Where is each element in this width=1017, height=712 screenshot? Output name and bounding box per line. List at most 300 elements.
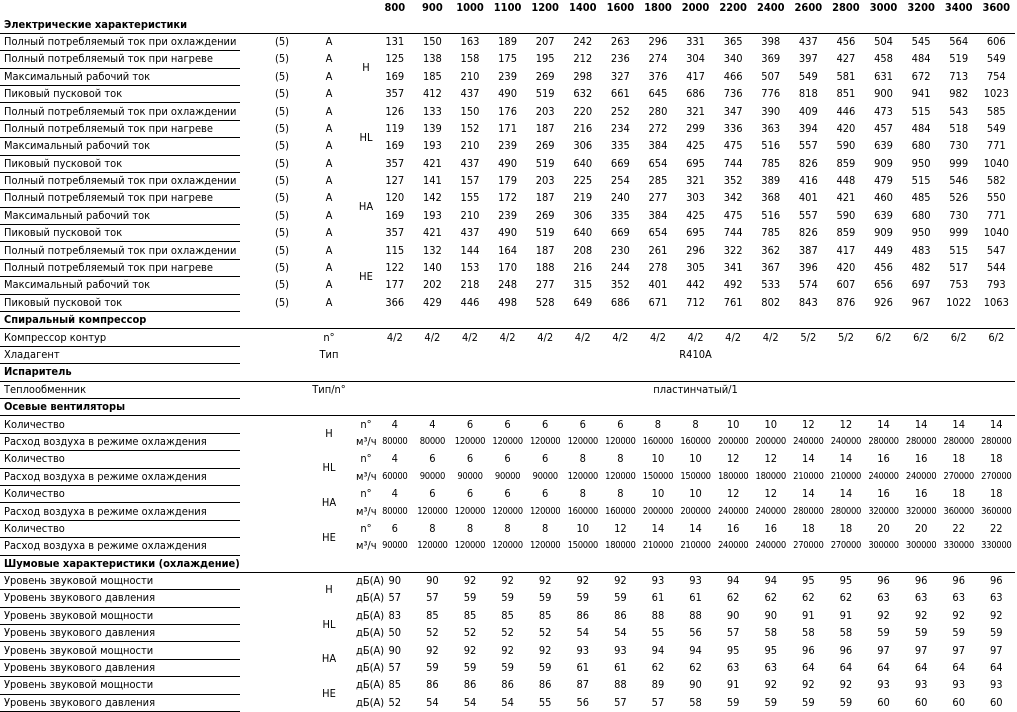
value-cell: 210000 bbox=[793, 470, 824, 482]
note-ref bbox=[262, 433, 302, 450]
value-cell: 785 bbox=[761, 156, 781, 170]
value-cell: 695 bbox=[686, 156, 705, 170]
value-cell: 1040 bbox=[983, 156, 1009, 170]
value-cell: 280 bbox=[648, 104, 668, 118]
value-cell: 236 bbox=[610, 52, 630, 66]
value-cell: 155 bbox=[460, 191, 480, 205]
value-cell: 909 bbox=[874, 226, 893, 240]
note-ref: (5) bbox=[274, 226, 290, 240]
value-cell: 347 bbox=[723, 104, 743, 118]
version-code: H bbox=[325, 426, 333, 440]
value-cell: 240000 bbox=[793, 435, 824, 447]
spacer-cell bbox=[240, 677, 262, 694]
value-cell: 437 bbox=[798, 35, 818, 49]
value-cell: 92 bbox=[952, 608, 965, 622]
value-cell: 93 bbox=[877, 678, 890, 692]
value-cell: 363 bbox=[761, 121, 781, 135]
value-cell: 230 bbox=[610, 243, 630, 257]
value-cell: 64 bbox=[877, 661, 890, 675]
unit-label: n° bbox=[360, 452, 372, 466]
value-cell: 557 bbox=[798, 139, 818, 153]
value-cell: 515 bbox=[911, 174, 931, 188]
value-cell: 581 bbox=[836, 69, 856, 83]
note-ref: (5) bbox=[274, 52, 290, 66]
value-cell: 125 bbox=[385, 52, 405, 66]
unit-label: дБ(А) bbox=[356, 678, 385, 692]
value-cell: 412 bbox=[422, 87, 442, 101]
value-cell: 160000 bbox=[567, 505, 598, 517]
value-cell: 88 bbox=[614, 678, 627, 692]
value-cell: 150000 bbox=[567, 540, 598, 552]
model-header: 2400 bbox=[756, 1, 785, 15]
value-cell: 59 bbox=[877, 626, 890, 640]
row-label: Расход воздуха в режиме охлаждения bbox=[0, 468, 240, 485]
value-cell: 999 bbox=[949, 156, 969, 170]
value-cell: 280000 bbox=[981, 435, 1012, 447]
value-cell: 4/2 bbox=[386, 330, 403, 344]
value-cell: 219 bbox=[573, 191, 593, 205]
value-cell: 188 bbox=[535, 261, 555, 275]
spacer-cell bbox=[240, 520, 262, 537]
value-cell: 516 bbox=[761, 208, 781, 222]
spacer-cell bbox=[240, 68, 262, 85]
value-cell: 92 bbox=[576, 574, 590, 588]
unit-label: дБ(А) bbox=[356, 626, 385, 640]
row-label: Уровень звуковой мощности bbox=[0, 642, 240, 659]
value-cell: 549 bbox=[986, 121, 1006, 135]
spacer-cell bbox=[240, 503, 262, 520]
value-cell: 58 bbox=[839, 626, 853, 640]
note-ref bbox=[262, 485, 302, 502]
value-cell: 269 bbox=[535, 139, 555, 153]
version-code: HE bbox=[359, 269, 373, 283]
value-cell: 456 bbox=[836, 35, 856, 49]
unit-label: дБ(А) bbox=[356, 643, 385, 657]
value-cell: 175 bbox=[498, 52, 518, 66]
value-cell: 200000 bbox=[717, 435, 749, 447]
spacer-cell bbox=[240, 120, 262, 137]
value-cell: 437 bbox=[460, 226, 480, 240]
value-cell: 8 bbox=[579, 452, 586, 466]
unit-label: м³/ч bbox=[356, 504, 377, 518]
value-cell: 306 bbox=[573, 208, 593, 222]
unit-label: n° bbox=[323, 330, 335, 344]
value-cell: 4/2 bbox=[424, 330, 441, 344]
value-cell: 92 bbox=[501, 574, 514, 588]
value-cell: 12 bbox=[802, 417, 815, 431]
table-row bbox=[0, 381, 1015, 398]
value-cell: 515 bbox=[949, 243, 969, 257]
value-cell: 52 bbox=[463, 626, 477, 640]
value-cell: 86 bbox=[501, 678, 514, 692]
value-cell: 14 bbox=[839, 487, 853, 501]
value-cell: 96 bbox=[990, 574, 1003, 588]
value-cell: 360000 bbox=[943, 505, 974, 517]
value-cell: 92 bbox=[501, 643, 514, 657]
value-cell: 368 bbox=[761, 191, 781, 205]
value-cell: 482 bbox=[911, 261, 931, 275]
unit-label: дБ(А) bbox=[356, 661, 385, 675]
value-cell: 320000 bbox=[905, 505, 937, 517]
value-cell: 4 bbox=[391, 452, 398, 466]
table-row bbox=[0, 103, 1015, 120]
value-cell: 519 bbox=[535, 156, 555, 170]
value-cell: 90000 bbox=[457, 470, 483, 482]
value-cell: 59 bbox=[501, 591, 514, 605]
value-cell: 8 bbox=[504, 521, 511, 535]
version-code: HL bbox=[322, 617, 336, 631]
value-cell: 507 bbox=[761, 69, 781, 83]
row-label: Максимальный рабочий ток bbox=[0, 207, 240, 224]
value-cell: 416 bbox=[798, 174, 818, 188]
value-cell: 876 bbox=[836, 295, 856, 309]
value-cell: 216 bbox=[573, 121, 593, 135]
value-cell: 1023 bbox=[983, 87, 1009, 101]
table-row bbox=[0, 259, 1015, 276]
value-cell: 97 bbox=[914, 643, 928, 657]
value-cell: 163 bbox=[460, 35, 480, 49]
version-code: HA bbox=[358, 200, 374, 214]
value-cell: 417 bbox=[686, 69, 705, 83]
value-cell: 133 bbox=[422, 104, 442, 118]
value-cell: 189 bbox=[498, 35, 518, 49]
value-cell: 18 bbox=[802, 521, 815, 535]
value-cell: 6/2 bbox=[875, 330, 892, 344]
value-cell: 57 bbox=[388, 591, 402, 605]
value-cell: 120000 bbox=[529, 435, 561, 447]
value-cell: 6/2 bbox=[950, 330, 967, 344]
value-cell: 120000 bbox=[529, 505, 561, 517]
row-label: Расход воздуха в режиме охлаждения bbox=[0, 503, 240, 520]
value-cell: 92 bbox=[614, 574, 627, 588]
value-cell: 200000 bbox=[755, 435, 786, 447]
section-header-row bbox=[0, 555, 1015, 572]
value-cell: 92 bbox=[463, 574, 477, 588]
spacer-cell bbox=[240, 538, 262, 555]
value-cell: 92 bbox=[538, 643, 552, 657]
value-cell: 207 bbox=[535, 35, 555, 49]
value-cell: 92 bbox=[839, 678, 853, 692]
value-cell: 330000 bbox=[943, 540, 974, 552]
spacer-cell bbox=[240, 33, 262, 50]
note-ref bbox=[262, 520, 302, 537]
note-ref: (5) bbox=[274, 191, 290, 205]
value-cell: 1022 bbox=[946, 295, 972, 309]
value-cell: 448 bbox=[836, 174, 856, 188]
note-ref bbox=[262, 416, 302, 433]
unit-label: n° bbox=[360, 521, 372, 535]
value-cell: 20 bbox=[914, 521, 928, 535]
value-cell: 14 bbox=[839, 452, 853, 466]
value-cell: 277 bbox=[535, 278, 555, 292]
table-row bbox=[0, 120, 1015, 137]
value-cell: 519 bbox=[949, 52, 969, 66]
spacer-cell bbox=[240, 51, 262, 68]
value-cell: 303 bbox=[686, 191, 705, 205]
value-cell: 96 bbox=[952, 574, 965, 588]
value-cell: 909 bbox=[874, 156, 893, 170]
value-cell: 54 bbox=[576, 626, 590, 640]
value-cell: 180000 bbox=[605, 540, 636, 552]
note-ref: (5) bbox=[274, 121, 290, 135]
value-cell: 83 bbox=[388, 608, 402, 622]
unit-label: А bbox=[325, 121, 333, 135]
model-header: 900 bbox=[422, 1, 443, 15]
value-cell: 16 bbox=[914, 452, 928, 466]
value-cell: 713 bbox=[949, 69, 969, 83]
row-label: Полный потребляемый ток при нагреве bbox=[0, 51, 240, 68]
value-cell: 736 bbox=[723, 87, 743, 101]
value-cell: 490 bbox=[498, 156, 518, 170]
value-cell: 12 bbox=[614, 521, 627, 535]
value-cell: 8 bbox=[654, 417, 662, 431]
value-cell: 96 bbox=[802, 643, 815, 657]
note-ref bbox=[262, 642, 302, 659]
value-cell: 220 bbox=[573, 104, 593, 118]
value-cell: 139 bbox=[422, 121, 442, 135]
value-cell: 61 bbox=[651, 591, 665, 605]
value-cell: 490 bbox=[498, 226, 518, 240]
value-cell: 649 bbox=[573, 295, 593, 309]
value-cell: 63 bbox=[877, 591, 890, 605]
value-cell: 141 bbox=[422, 174, 442, 188]
value-cell: 59 bbox=[839, 695, 853, 709]
value-cell: 6 bbox=[429, 452, 436, 466]
value-cell: 80000 bbox=[382, 505, 408, 517]
value-cell: 85 bbox=[388, 678, 402, 692]
value-cell: 280000 bbox=[905, 435, 937, 447]
value-cell: 826 bbox=[798, 156, 818, 170]
value-cell: 4/2 bbox=[725, 330, 742, 344]
unit-label: А bbox=[325, 87, 333, 101]
value-cell: 240000 bbox=[830, 435, 862, 447]
value-cell: 212 bbox=[573, 52, 593, 66]
model-header: 1800 bbox=[644, 1, 672, 15]
value-cell: 4/2 bbox=[462, 330, 478, 344]
spacer-cell bbox=[240, 468, 262, 485]
value-cell: 421 bbox=[836, 191, 856, 205]
spacer-cell bbox=[240, 277, 262, 294]
value-cell: 252 bbox=[610, 104, 630, 118]
table-row bbox=[0, 85, 1015, 102]
value-cell: 826 bbox=[798, 226, 818, 240]
value-cell: 335 bbox=[610, 208, 630, 222]
section-title: Спиральный компрессор bbox=[0, 312, 1015, 329]
value-cell: 63 bbox=[764, 661, 778, 675]
value-cell: 60000 bbox=[382, 470, 408, 482]
value-cell: 120000 bbox=[529, 540, 561, 552]
note-ref bbox=[262, 572, 302, 589]
value-cell: 119 bbox=[385, 121, 405, 135]
spacer-cell bbox=[240, 381, 262, 398]
value-cell: 60 bbox=[914, 695, 928, 709]
note-ref bbox=[262, 659, 302, 676]
row-label: Полный потребляемый ток при нагреве bbox=[0, 259, 240, 276]
spacer-cell bbox=[356, 329, 376, 346]
spacer-cell bbox=[240, 642, 262, 659]
value-cell: 80000 bbox=[382, 435, 408, 447]
value-cell: 240000 bbox=[755, 540, 786, 552]
note-ref bbox=[262, 468, 302, 485]
value-cell: 132 bbox=[422, 243, 442, 257]
value-cell: 187 bbox=[535, 121, 555, 135]
value-cell: 6 bbox=[504, 487, 511, 501]
value-cell: 240000 bbox=[905, 470, 937, 482]
value-cell: 171 bbox=[498, 121, 518, 135]
value-cell: 60 bbox=[990, 695, 1003, 709]
value-cell: 93 bbox=[689, 574, 702, 588]
value-cell: 200000 bbox=[680, 505, 711, 517]
value-cell: 234 bbox=[610, 121, 630, 135]
table-row bbox=[0, 451, 1015, 468]
value-cell: 5/2 bbox=[800, 330, 817, 344]
value-cell: 950 bbox=[911, 226, 931, 240]
value-cell: 590 bbox=[836, 139, 856, 153]
section-header-row bbox=[0, 16, 1015, 33]
row-label: Количество bbox=[0, 485, 240, 502]
table-row bbox=[0, 277, 1015, 294]
value-cell: 59 bbox=[802, 695, 815, 709]
row-label: Полный потребляемый ток при нагреве bbox=[0, 120, 240, 137]
value-cell: 240000 bbox=[755, 505, 786, 517]
value-cell: 365 bbox=[723, 35, 743, 49]
value-cell: 437 bbox=[460, 87, 480, 101]
value-cell: 120000 bbox=[417, 540, 448, 552]
value-cell: 446 bbox=[836, 104, 856, 118]
spacer-cell bbox=[240, 259, 262, 276]
value-cell: 56 bbox=[689, 626, 702, 640]
value-cell: 299 bbox=[686, 121, 705, 135]
value-cell: 90000 bbox=[382, 540, 408, 552]
value-cell: 982 bbox=[949, 87, 969, 101]
value-cell: 152 bbox=[460, 121, 480, 135]
spacer-cell bbox=[262, 381, 302, 398]
value-cell: 340 bbox=[723, 52, 743, 66]
value-cell: 669 bbox=[610, 226, 630, 240]
value-cell: 680 bbox=[911, 208, 931, 222]
value-cell: 64 bbox=[839, 661, 853, 675]
value-cell: 950 bbox=[911, 156, 931, 170]
model-header: 1400 bbox=[568, 1, 597, 15]
value-cell: 680 bbox=[911, 139, 931, 153]
value-cell: 1040 bbox=[983, 226, 1009, 240]
value-cell: 59 bbox=[576, 591, 590, 605]
value-cell: 744 bbox=[723, 226, 743, 240]
value-cell: 263 bbox=[610, 35, 630, 49]
value-cell: 203 bbox=[535, 104, 555, 118]
value-cell: 254 bbox=[610, 174, 630, 188]
note-ref: (5) bbox=[274, 278, 290, 292]
value-cell: 57 bbox=[726, 626, 740, 640]
section-title: Осевые вентиляторы bbox=[0, 398, 1015, 415]
unit-label: дБ(А) bbox=[356, 608, 385, 622]
value-cell: 193 bbox=[422, 139, 442, 153]
value-cell: 654 bbox=[648, 226, 668, 240]
spacer-cell bbox=[240, 172, 262, 189]
value-cell: 369 bbox=[761, 52, 781, 66]
model-header: 3400 bbox=[944, 1, 973, 15]
value-cell: 394 bbox=[798, 121, 818, 135]
spacer-cell bbox=[240, 329, 262, 346]
value-cell: 712 bbox=[686, 295, 705, 309]
row-label: Пиковый пусковой ток bbox=[0, 85, 240, 102]
value-cell: 397 bbox=[798, 52, 818, 66]
value-cell: 6 bbox=[542, 417, 549, 431]
row-label: Уровень звуковой мощности bbox=[0, 677, 240, 694]
note-ref: (5) bbox=[274, 104, 290, 118]
value-cell: 164 bbox=[498, 243, 518, 257]
value-cell: 516 bbox=[761, 139, 781, 153]
value-cell: 417 bbox=[836, 243, 856, 257]
value-cell: 52 bbox=[426, 626, 439, 640]
note-ref: (5) bbox=[274, 174, 290, 188]
value-cell: 96 bbox=[839, 643, 853, 657]
value-cell: 88 bbox=[651, 608, 665, 622]
value-cell: 421 bbox=[422, 226, 442, 240]
value-cell: 429 bbox=[422, 295, 442, 309]
unit-label: А bbox=[325, 35, 333, 49]
value-cell: 8 bbox=[692, 417, 699, 431]
value-cell: 208 bbox=[573, 243, 593, 257]
value-cell: 239 bbox=[498, 208, 518, 222]
value-cell: 5/2 bbox=[837, 330, 854, 344]
value-cell: 240 bbox=[610, 191, 630, 205]
value-cell: 18 bbox=[990, 487, 1003, 501]
value-cell: 54 bbox=[463, 695, 477, 709]
value-cell: 517 bbox=[949, 261, 969, 275]
value-cell: 8 bbox=[579, 487, 586, 501]
unit-label: А bbox=[325, 174, 333, 188]
spacer-cell bbox=[240, 207, 262, 224]
value-cell: 14 bbox=[914, 417, 928, 431]
value-cell: 120000 bbox=[605, 435, 636, 447]
table-row bbox=[0, 68, 1015, 85]
value-cell: 14 bbox=[877, 417, 890, 431]
value-cell: 59 bbox=[614, 591, 627, 605]
value-cell: 90000 bbox=[532, 470, 558, 482]
value-cell: 771 bbox=[986, 208, 1006, 222]
value-cell: 753 bbox=[949, 278, 969, 292]
value-cell: 277 bbox=[648, 191, 668, 205]
value-cell: 272 bbox=[648, 121, 668, 135]
value-cell: 859 bbox=[836, 156, 856, 170]
value-cell: 645 bbox=[648, 87, 668, 101]
value-cell: 336 bbox=[723, 121, 743, 135]
value-cell: 4/2 bbox=[537, 330, 554, 344]
value-cell: 384 bbox=[648, 208, 668, 222]
value-cell: 57 bbox=[388, 661, 402, 675]
value-cell: 4 bbox=[391, 487, 398, 501]
value-cell: 10 bbox=[726, 417, 740, 431]
value-cell: 153 bbox=[460, 261, 480, 275]
spacer-cell bbox=[240, 625, 262, 642]
value-cell: 92 bbox=[877, 608, 890, 622]
value-cell: 210 bbox=[460, 139, 480, 153]
value-cell: 62 bbox=[651, 661, 665, 675]
value-cell: 62 bbox=[764, 591, 778, 605]
value-cell: 160000 bbox=[605, 505, 636, 517]
value-cell: 967 bbox=[911, 295, 931, 309]
value-cell: 771 bbox=[986, 139, 1006, 153]
unit-label: м³/ч bbox=[356, 469, 377, 483]
value-cell: 95 bbox=[764, 643, 778, 657]
value-cell: 261 bbox=[648, 243, 668, 257]
value-cell: 86 bbox=[463, 678, 477, 692]
unit-label: А bbox=[325, 261, 333, 275]
table-row bbox=[0, 207, 1015, 224]
value-cell: 550 bbox=[986, 191, 1006, 205]
value-cell: 55 bbox=[538, 695, 552, 709]
